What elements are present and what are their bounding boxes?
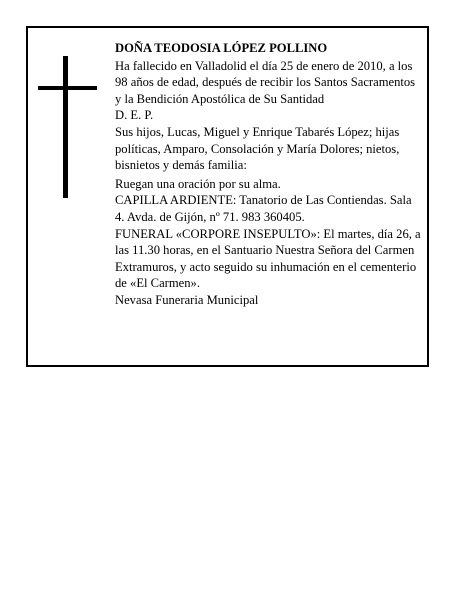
family-list: Sus hijos, Lucas, Miguel y Enrique Tabarés López; hijas políticas, Amparo, Consolación y María Dolores; nietos, bisnietos y demás familia: xyxy=(115,124,400,173)
latin-cross-icon xyxy=(38,56,98,200)
obituary-notice xyxy=(26,26,429,367)
prayer-request: Ruegan una oración por su alma. xyxy=(115,176,281,191)
funeral-info: FUNERAL «CORPORE INSEPULTO»: El martes, día 26, a las 11.30 horas, en el Santuario Nuestra Señora del Carmen Extramuros, y acto seguido su inhumación en el cementerio de «El Carmen». xyxy=(115,226,421,291)
cross-vertical-bar xyxy=(63,56,68,198)
notice-body xyxy=(115,40,423,309)
cross-horizontal-bar xyxy=(38,86,97,90)
chapel-info: CAPILLA ARDIENTE: Tanatorio de Las Contiendas. Sala 4. Avda. de Gijón, nº 71. 983 360405. xyxy=(115,193,412,224)
deceased-name: DOÑA TEODOSIA LÓPEZ POLLINO xyxy=(115,41,328,55)
death-announcement: Ha fallecido en Valladolid el día 25 de enero de 2010, a los 98 años de edad, después de recibir los Santos Sacramentos y la Bendición Apostólica de Su Santidad xyxy=(115,58,416,106)
funeral-home: Nevasa Funeraria Municipal xyxy=(115,292,259,307)
dep-abbreviation: D. E. P. xyxy=(115,108,154,123)
